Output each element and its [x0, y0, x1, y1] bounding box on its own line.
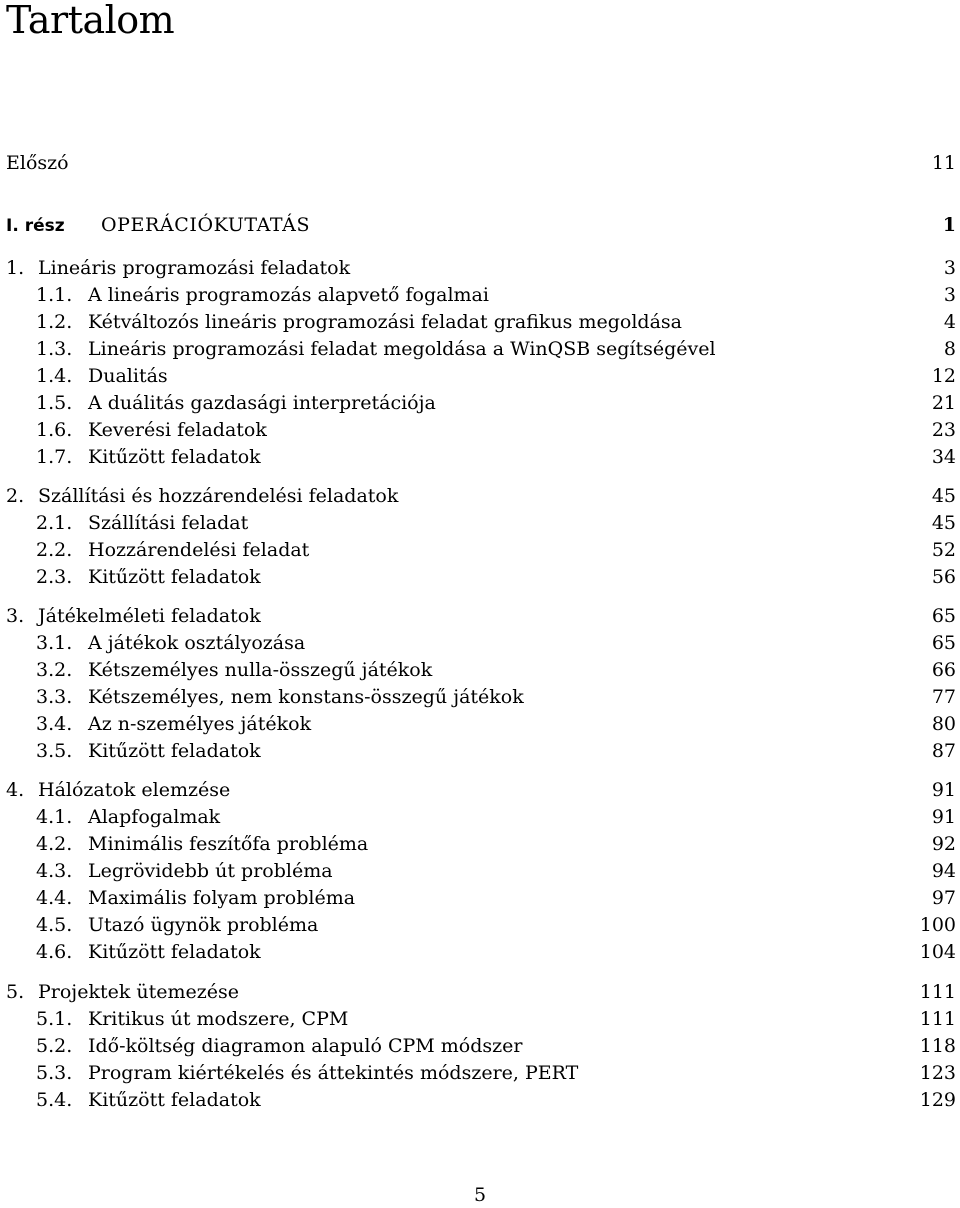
toc-section[interactable] — [6, 630, 956, 657]
toc-number: 1.2. — [36, 311, 73, 333]
toc-page: 21 — [931, 392, 956, 414]
page-number: 5 — [473, 1184, 487, 1206]
toc-title: Hálózatok elemzése — [38, 779, 231, 801]
toc-number: 4.6. — [36, 941, 73, 963]
toc-title: Keverési feladatok — [88, 419, 267, 441]
toc-page: 94 — [931, 860, 956, 882]
toc-page: 34 — [931, 446, 956, 468]
toc-title: Idő-költség diagramon alapuló CPM módszer — [88, 1035, 523, 1057]
toc-title: A lineáris programozás alapvető fogalmai — [88, 284, 489, 306]
toc-number: 5.4. — [36, 1089, 73, 1111]
toc-title: Maximális folyam probléma — [88, 887, 356, 909]
toc-number: 4.2. — [36, 833, 73, 855]
toc-title: Lineáris programozási feladatok — [38, 257, 351, 279]
toc-section[interactable] — [6, 1006, 956, 1033]
toc-number: 4.4. — [36, 887, 73, 909]
toc-title: Dualitás — [88, 365, 168, 387]
toc-section[interactable] — [6, 336, 956, 363]
toc-section[interactable] — [6, 537, 956, 564]
toc-section[interactable] — [6, 564, 956, 591]
toc-section[interactable] — [6, 363, 956, 390]
toc-page: 118 — [919, 1035, 956, 1057]
toc-title: Kétszemélyes nulla-összegű játékok — [88, 659, 433, 681]
toc-page: 3 — [943, 284, 956, 306]
toc-page: 52 — [931, 539, 956, 561]
toc-number: 5.3. — [36, 1062, 73, 1084]
page-title: Tartalom — [6, 0, 175, 42]
toc-title: Szállítási és hozzárendelési feladatok — [38, 485, 399, 507]
part-title: OPERÁCIÓKUTATÁS — [101, 214, 311, 236]
toc-part[interactable] — [6, 212, 956, 239]
toc-number: 1.4. — [36, 365, 73, 387]
toc-section[interactable] — [6, 1087, 956, 1114]
toc-number: 5. — [6, 981, 25, 1003]
toc-title: A duálitás gazdasági interpretációja — [88, 392, 436, 414]
toc-title: Kitűzött feladatok — [88, 566, 261, 588]
toc-page: 8 — [943, 338, 956, 360]
toc-title: Kétváltozós lineáris programozási feladat grafikus megoldása — [88, 311, 682, 333]
toc-section[interactable] — [6, 684, 956, 711]
toc-page: 23 — [931, 419, 956, 441]
toc-page: 111 — [919, 981, 956, 1003]
toc-title: Játékelméleti feladatok — [38, 605, 261, 627]
toc-number: 3.4. — [36, 713, 73, 735]
toc-number: 3.5. — [36, 740, 73, 762]
toc-number: 1.7. — [36, 446, 73, 468]
toc-title: Előszó — [6, 152, 69, 174]
toc-page: 4 — [943, 311, 956, 333]
toc-number: 3. — [6, 605, 25, 627]
toc-section[interactable] — [6, 417, 956, 444]
toc-section[interactable] — [6, 885, 956, 912]
toc-page: 56 — [931, 566, 956, 588]
toc-number: 1.3. — [36, 338, 73, 360]
toc-section[interactable] — [6, 831, 956, 858]
toc-number: 4.3. — [36, 860, 73, 882]
toc-page: 65 — [931, 605, 956, 627]
toc-section[interactable] — [6, 510, 956, 537]
toc-section[interactable] — [6, 309, 956, 336]
toc-chapter[interactable] — [6, 255, 956, 282]
toc-page: 65 — [931, 632, 956, 654]
toc-chapter[interactable] — [6, 979, 956, 1006]
toc-page: 100 — [919, 914, 956, 936]
toc-title: Utazó ügynök probléma — [88, 914, 319, 936]
toc-title: Legrövidebb út probléma — [88, 860, 333, 882]
toc-page: 91 — [931, 779, 956, 801]
toc-page: 77 — [931, 686, 956, 708]
toc-title: Program kiértékelés és áttekintés módszere, PERT — [88, 1062, 579, 1084]
toc-page: 111 — [919, 1008, 956, 1030]
toc-page: 66 — [931, 659, 956, 681]
toc-number: 2.2. — [36, 539, 73, 561]
toc-title: Kitűzött feladatok — [88, 1089, 261, 1111]
toc-page: 3 — [943, 257, 956, 279]
toc-page: 1 — [942, 214, 956, 236]
toc-page: 87 — [931, 740, 956, 762]
toc-page: 123 — [919, 1062, 956, 1084]
toc-section[interactable] — [6, 858, 956, 885]
toc-chapter[interactable] — [6, 483, 956, 510]
toc-section[interactable] — [6, 444, 956, 471]
toc-number: 2. — [6, 485, 25, 507]
toc-title: Kitűzött feladatok — [88, 740, 261, 762]
toc-section[interactable] — [6, 1033, 956, 1060]
part-label: I. rész — [6, 216, 65, 236]
toc-number: 5.2. — [36, 1035, 73, 1057]
toc-title: A játékok osztályozása — [88, 632, 306, 654]
toc-page: 91 — [931, 806, 956, 828]
toc-section[interactable] — [6, 1060, 956, 1087]
toc-section[interactable] — [6, 657, 956, 684]
toc-page: 45 — [931, 512, 956, 534]
toc-preface[interactable] — [6, 150, 956, 177]
toc-number: 3.3. — [36, 686, 73, 708]
toc-section[interactable] — [6, 912, 956, 939]
toc-number: 4. — [6, 779, 25, 801]
toc-title: Lineáris programozási feladat megoldása a WinQSB segítségével — [88, 338, 716, 360]
toc-title: Az n-személyes játékok — [88, 713, 312, 735]
toc-number: 1.1. — [36, 284, 73, 306]
toc-number: 5.1. — [36, 1008, 73, 1030]
toc-page: 104 — [919, 941, 956, 963]
toc-section[interactable] — [6, 939, 956, 966]
toc-section[interactable] — [6, 711, 956, 738]
toc-title: Kritikus út modszere, CPM — [88, 1008, 349, 1030]
toc-number: 1.6. — [36, 419, 73, 441]
toc-page: 97 — [931, 887, 956, 909]
toc-number: 3.1. — [36, 632, 73, 654]
toc-page: 45 — [931, 485, 956, 507]
toc-page: 129 — [919, 1089, 956, 1111]
toc-section[interactable] — [6, 738, 956, 765]
toc-number: 2.1. — [36, 512, 73, 534]
toc-page: 11 — [931, 152, 956, 174]
toc-number: 1.5. — [36, 392, 73, 414]
toc-page: 92 — [931, 833, 956, 855]
toc-chapter[interactable] — [6, 777, 956, 804]
toc-title: Kitűzött feladatok — [88, 941, 261, 963]
toc-chapter[interactable] — [6, 603, 956, 630]
toc-title: Kétszemélyes, nem konstans-összegű játékok — [88, 686, 524, 708]
toc-title: Alapfogalmak — [88, 806, 221, 828]
toc-number: 2.3. — [36, 566, 73, 588]
toc-number: 1. — [6, 257, 25, 279]
toc-number: 3.2. — [36, 659, 73, 681]
toc-title: Minimális feszítőfa probléma — [88, 833, 369, 855]
toc-title: Szállítási feladat — [88, 512, 249, 534]
toc-number: 4.1. — [36, 806, 73, 828]
toc-section[interactable] — [6, 804, 956, 831]
toc-title: Projektek ütemezése — [38, 981, 240, 1003]
toc-page: 12 — [931, 365, 956, 387]
toc-section[interactable] — [6, 282, 956, 309]
toc-title: Kitűzött feladatok — [88, 446, 261, 468]
toc-title: Hozzárendelési feladat — [88, 539, 310, 561]
toc-page: 80 — [931, 713, 956, 735]
toc-section[interactable] — [6, 390, 956, 417]
toc-number: 4.5. — [36, 914, 73, 936]
